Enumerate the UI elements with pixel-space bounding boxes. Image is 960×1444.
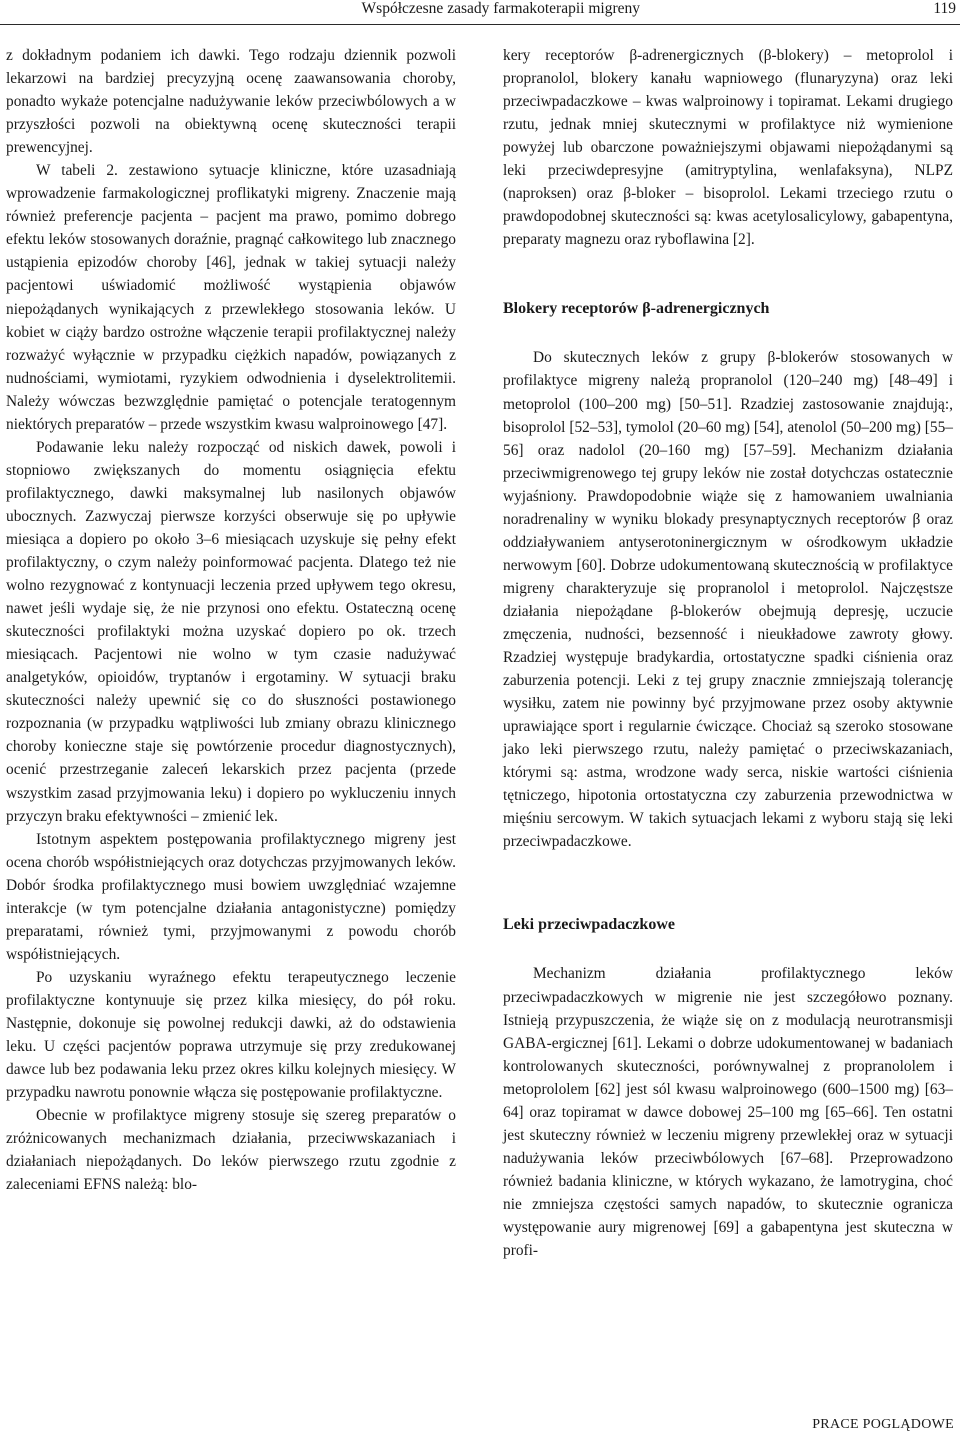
- page-number: 119: [933, 0, 956, 17]
- right-column: [503, 44, 953, 1262]
- paragraph: Do skutecznych leków z grupy β-blokerów stosowanych w profilaktyce migreny należą propranolol (120–240 mg) [48–49] i metoprolol (100–200 mg) [50–51]. Rzadziej zastosowanie znajdują:, bisoprolol [52–53], tymolol (20–60 mg) [54], atenolol (50–200 mg) [55–56] oraz nadolol (20–160 mg) [57–59]. Mechanizm działania przeciwmigrenowego tej grupy leków nie został dotychczas ostatecznie wyjaśniony. Prawdopodobnie wiąże się z hamowaniem uwalniania noradrenaliny w wyniku blokady presynaptycznych receptorów β oraz oddziaływaniem antyserotoninergicznym w ośrodkowym układzie nerwowym [60]. Dobrze udokumentowaną skutecznością w profilaktyce migreny charakteryzuje się propranolol i metoprolol. Najczęstsze działania niepożądane β-blokerów obejmują depresję, uczucie zmęczenia, nudności, bezsenność i nieukładowe zawroty głowy. Rzadziej występuje bradykardia, ortostatyczne spadki ciśnienia oraz zaburzenia potencji. Leki z tej grupy znacznie zmniejszają tolerancję wysiłku, zatem nie powinny być przyjmowane przez osoby aktywnie uprawiające sport i regularnie ćwiczące. Chociaż są szeroko stosowane jako leki pierwszego rzutu, należy pamiętać o przeciwskazaniach, którymi są: astma, wrodzone wady serca, niskie wartości ciśnienia tętniczego, hipotonia ortostatyczna czy zaburzenia przewodnictwa w mięśniu sercowym. W takich sytuacjach lekami z wyboru stają się leki przeciwpadaczkowe.: [503, 349, 953, 851]
- running-title: Współczesne zasady farmakoterapii migreny: [361, 0, 640, 17]
- running-header: [0, 0, 960, 25]
- section-heading: Blokery receptorów β-adrenergicznych: [503, 300, 770, 318]
- section-heading: Leki przeciwpadaczkowe: [503, 916, 675, 934]
- paragraph: Istotnym aspektem postępowania profilaktycznego migreny jest ocena chorób współistniejących oraz dotychczas przyjmowanych leków. Dobór środka profilaktycznego musi bowiem uwzględniać wzajemne interakcje (w tym potencjalne działania antagonistyczne) pomiędzy preparatami, również tymi, przyjmowanymi z powodu chorób współistniejących.: [6, 830, 456, 963]
- paragraph: Podawanie leku należy rozpocząć od niskich dawek, powoli i stopniowo zwiększanych do momentu osiągnięcia efektu profilaktycznego, dawki maksymalnej lub nasilonych objawów ubocznych. Zazwyczaj pierwsze korzyści obserwuje się po upływie miesiąca a dopiero po około 3–6 miesiącach uzyskuje się pełny efekt profilaktyczny, o czym należy poinformować pacjenta. Dlatego też nie wolno rezygnować z kontynuacji leczenia przed upływem tego okresu, nawet jeśli wydaje się, że nie przynosi ono efektu. Ostateczną ocenę skuteczności profilaktyki można uzyskać dopiero po ok. trzech miesiącach. Pacjentowi nie wolno w tym czasie nadużywać analgetyków, opioidów, tryptanów i ergotaminy. W sytuacji braku skuteczności należy upewnić się co do słuszności postawionego rozpoznania (w przypadku wątpliwości lub zmiany obrazu klinicznego choroby konieczne staje się powtórzenie procedur diagnostycznych), ocenić przestrzeganie zaleceń lekarskich przez pacjenta (przede wszystkim zasad przyjmowania leku) i dopiero po wykluczeniu innych przyczyn braku efektywności – zmienić lek.: [6, 438, 456, 825]
- paragraph: Mechanizm działania profilaktycznego leków przeciwpadaczkowych w migrenie nie jest szczegółowo poznany. Istnieją przypuszczenia, że wiąże się on z modulacją neurotransmisji GABA-ergicznej [61]. Lekami o dobrze udokumentowanej w badaniach kontrolowanych skuteczności, porównywalnej z propranololem i metoprololem [62] jest sól kwasu walproinowego (600–1500 mg) [63–64] oraz topiramat w dawce dobowej 25–100 mg [65–66]. Ten ostatni jest skuteczny również w leczeniu migreny przewlekłej oraz w sytuacji nadużywania leków przeciwbólowych [67–68]. Przeprowadzono również badania kliniczne, w których wykazano, że lamotrygina, choć nie zmniejsza częstości samych napadów, to skutecznie ogranicza występowanie aury migrenowej [69] a gabapentyna jest skuteczna w profi-: [503, 965, 953, 1260]
- paragraph: kery receptorów β-adrenergicznych (β-blokery) – metoprolol i propranolol, blokery kanału wapniowego (flunaryzyna) oraz leki przeciwpadaczkowe – kwas walproinowy i topiramat. Lekami drugiego rzutu, jednak mniej skutecznymi w profilaktyce niż wymienione powyżej lub obarczone poważniejszymi objawami niepożądanymi są leki przeciwdepresyjne (amitryptylina, wenlafaksyna), NLPZ (naproksen) oraz β-bloker – bisoprolol. Lekami trzeciego rzutu o prawdopodobnej skuteczności są: kwas acetylosalicylowy, gabapentyna, preparaty magnezu oraz ryboflawina [2].: [503, 47, 953, 249]
- paragraph: z dokładnym podaniem ich dawki. Tego rodzaju dziennik pozwoli lekarzowi na bardziej precyzyjną ocenę zaawansowania choroby, ponadto wykaże potencjalne nadużywanie leków przeciwbólowych a w przyszłości pozwoli na obiektywną ocenę skuteczności terapii prewencyjnej.: [6, 47, 456, 157]
- paragraph: Obecnie w profilaktyce migreny stosuje się szereg preparatów o zróżnicowanych mechanizmach działania, przeciwwskazaniach i działaniach niepożądanych. Do leków pierwszego rzutu zgodnie z zaleceniami EFNS należą: blo-: [6, 1107, 456, 1194]
- left-column: [6, 44, 456, 1196]
- paragraph: Po uzyskaniu wyraźnego efektu terapeutycznego leczenie profilaktyczne kontynuuje się przez kilka miesięcy, do pół roku. Następnie, dokonuje się powolnej redukcji dawki, aż do odstawienia leku. U części pacjentów poprawa utrzymuje się przy zredukowanej dawce lub bez podawania leku przez okres kilku kolejnych miesięcy. W przypadku nawrotu ponownie włącza się postępowanie profilaktyczne.: [6, 968, 456, 1102]
- paragraph: W tabeli 2. zestawiono sytuacje kliniczne, które uzasadniają wprowadzenie farmakologicznej proflikatyki migreny. Znaczenie mają również preferencje pacjenta – pacjent ma prawo, pomimo dobrego efektu leków stosowanych doraźnie, pragnąć całkowitego lub znacznego ustąpienia epizodów choroby [46], jednak w takiej sytuacji należy pacjentowi uświadomić możliwość wystąpienia objawów niepożądanych wynikających z przewlekłego stosowania leków. U kobiet w ciąży bardzo ostrożne włączenie terapii profilaktycznej należy rozważyć wyłącznie w przypadku ciężkich napadów, powiązanych z nudnościami, wymiotami, ryzykiem odwodnienia i dyselektrolitemii. Należy wówczas bezwzględnie pamiętać o potencjale teratogennym niektórych preparatów – przede wszystkim kwasu walproinowego [47].: [6, 162, 456, 433]
- section-label: PRACE POGLĄDOWE: [812, 1417, 954, 1432]
